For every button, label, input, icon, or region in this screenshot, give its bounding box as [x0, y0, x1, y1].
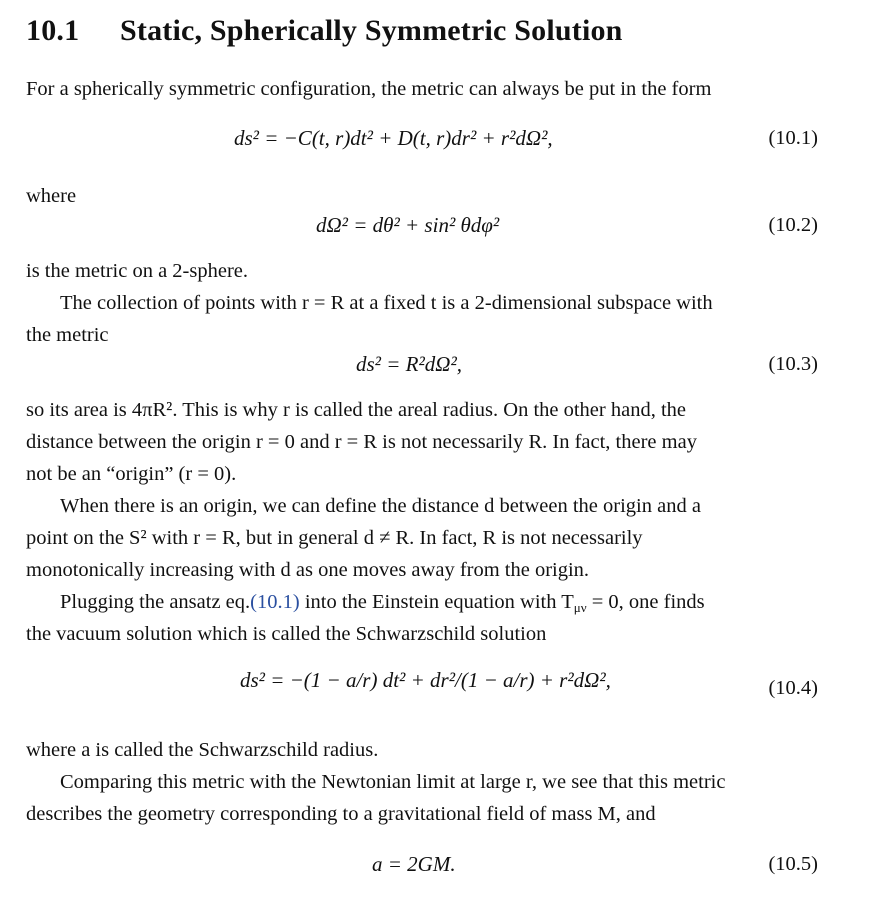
paragraph-schwarzschild-radius	[26, 734, 818, 766]
paragraph-line: When there is an origin, we can define the distance d between the origin and a	[60, 495, 701, 517]
paragraph-line: monotonically increasing with d as one moves away from the origin.	[26, 559, 590, 581]
paragraph-subspace	[26, 287, 818, 351]
equation-10-4: ds² = −(1 − a/r) dt² + dr²/(1 − a/r) + r²dΩ²,	[240, 668, 611, 692]
paragraph-line: distance between the origin r = 0 and r = R is not necessarily R. In fact, there may	[26, 431, 697, 453]
tensor-subscript: μν	[573, 600, 587, 615]
paragraph-line: the metric	[26, 324, 109, 346]
paragraph-where	[26, 180, 818, 212]
paragraph-line: describes the geometry corresponding to a gravitational field of mass M, and	[26, 803, 656, 825]
equation-10-2: dΩ² = dθ² + sin² θdφ²	[316, 213, 500, 237]
paragraph-text: is the metric on a 2-sphere.	[26, 260, 249, 282]
paragraph-intro	[26, 73, 818, 105]
equation-number: (10.1)	[768, 127, 818, 149]
equation-10-3: ds² = R²dΩ²,	[356, 352, 462, 376]
paragraph-line: not be an “origin” (r = 0).	[26, 463, 237, 485]
paragraph-text: For a spherically symmetric configuration, the metric can always be put in the form	[26, 78, 712, 100]
paragraph-sphere	[26, 255, 818, 287]
text-run: into the Einstein equation with T	[299, 591, 574, 613]
paragraph-ansatz	[26, 586, 818, 650]
text-run: Plugging the ansatz eq.	[60, 591, 251, 613]
equation-10-5: a = 2GM.	[372, 852, 456, 876]
paragraph-text: where a is called the Schwarzschild radius.	[26, 739, 379, 761]
paragraph-origin	[26, 490, 818, 586]
paragraph-line: the vacuum solution which is called the Schwarzschild solution	[26, 623, 547, 645]
section-heading	[26, 14, 623, 48]
section-title: Static, Spherically Symmetric Solution	[120, 14, 623, 47]
text-run: = 0, one finds	[586, 591, 705, 613]
paragraph-newtonian	[26, 766, 818, 830]
equation-number: (10.5)	[768, 853, 818, 875]
paragraph-areal-radius	[26, 394, 818, 490]
equation-number: (10.4)	[768, 677, 818, 699]
paragraph-line	[26, 586, 818, 618]
equation-reference-link[interactable]: (10.1)	[250, 591, 300, 613]
equation-number: (10.2)	[768, 214, 818, 236]
paragraph-line: The collection of points with r = R at a fixed t is a 2-dimensional subspace with	[60, 292, 713, 314]
equation-number: (10.3)	[768, 353, 818, 375]
paragraph-line: Comparing this metric with the Newtonian limit at large r, we see that this metric	[60, 771, 726, 793]
paragraph-line: so its area is 4πR². This is why r is called the areal radius. On the other hand, the	[26, 399, 687, 421]
paragraph-line: point on the S² with r = R, but in general d ≠ R. In fact, R is not necessarily	[26, 527, 643, 549]
equation-10-1: ds² = −C(t, r)dt² + D(t, r)dr² + r²dΩ²,	[234, 126, 553, 150]
paragraph-text: where	[26, 185, 77, 207]
section-number: 10.1	[26, 14, 80, 47]
